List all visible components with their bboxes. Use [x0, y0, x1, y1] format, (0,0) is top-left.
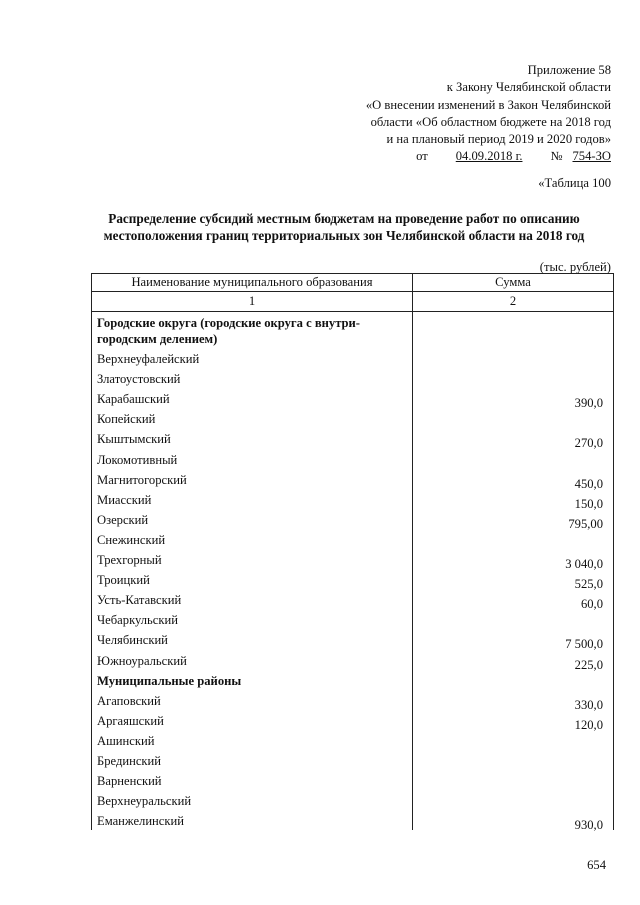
- municipality-name: Копейский: [97, 412, 156, 427]
- appendix-header: [291, 62, 611, 166]
- municipality-name: Аргаяшский: [97, 713, 164, 728]
- number-prefix: №: [550, 149, 563, 164]
- subsidy-amount: 525,0: [574, 577, 603, 592]
- municipality-name: Троицкий: [97, 573, 150, 588]
- municipality-name: Кыштымский: [97, 432, 171, 447]
- municipality-name: Локомотивный: [97, 452, 178, 467]
- municipality-name: Озерский: [97, 512, 149, 527]
- subsidy-amount: 795,00: [568, 516, 603, 531]
- municipality-name: Магнитогорский: [97, 472, 187, 487]
- appendix-line: области «Об областном бюджете на 2018 год: [370, 114, 611, 129]
- column-header-sum: Сумма: [495, 275, 531, 289]
- section-heading: Городские округа (городские округа с внутри-городским делением): [97, 316, 360, 346]
- appendix-line: «О внесении изменений в Закон Челябинской: [365, 97, 611, 112]
- document-title: [74, 210, 614, 244]
- law-number: 754-ЗО: [572, 149, 611, 164]
- municipality-name: Ашинский: [97, 733, 155, 748]
- municipality-name: Усть-Катавский: [97, 593, 182, 608]
- table-reference: «Таблица 100: [538, 176, 611, 190]
- section-heading: Муниципальные районы: [97, 673, 242, 688]
- subsidy-amount: 930,0: [574, 818, 603, 833]
- column-number-2: 2: [509, 294, 517, 308]
- subsidy-amount: 150,0: [574, 496, 603, 511]
- title-line: Распределение субсидий местным бюджетам на проведение работ по описанию: [108, 211, 580, 226]
- units-label: (тыс. рублей): [539, 260, 611, 274]
- subsidy-amount: 330,0: [574, 697, 603, 712]
- law-date: 04.09.2018 г.: [455, 149, 523, 164]
- column-divider: [412, 274, 413, 830]
- column-number-1: 1: [248, 294, 256, 308]
- municipality-name: Агаповский: [97, 693, 161, 708]
- column-header-name: Наименование муниципального образования: [131, 275, 373, 289]
- municipality-name: Златоустовский: [97, 372, 181, 387]
- appendix-line: к Закону Челябинской области: [446, 80, 611, 95]
- municipality-name: Карабашский: [97, 392, 170, 407]
- municipality-name: Южноуральский: [97, 653, 187, 668]
- subsidy-amount: 60,0: [580, 597, 603, 612]
- municipality-name: Верхнеуральский: [97, 794, 192, 809]
- municipality-name: Миасский: [97, 492, 152, 507]
- page-number: 654: [587, 858, 606, 872]
- subsidy-amount: 270,0: [574, 436, 603, 451]
- title-line: местоположения границ территориальных зон Челябинской области на 2018 год: [103, 228, 585, 243]
- date-number-line: [291, 148, 611, 165]
- subsidy-amount: 450,0: [574, 476, 603, 491]
- subsidy-amount: 3 040,0: [565, 557, 603, 571]
- municipality-name: Верхнеуфалейский: [97, 352, 200, 366]
- table-number-row: [92, 292, 613, 312]
- appendix-line: и на плановый период 2019 и 2020 годов»: [386, 132, 611, 147]
- municipality-name: Чебаркульский: [97, 613, 178, 628]
- municipality-name: Снежинский: [97, 532, 166, 547]
- appendix-line: Приложение 58: [527, 63, 611, 77]
- subsidy-amount: 7 500,0: [565, 637, 603, 652]
- table-header-row: [92, 274, 613, 292]
- municipality-name: Челябинский: [97, 633, 168, 648]
- municipality-name: Брединский: [97, 754, 162, 768]
- subsidy-amount: 225,0: [574, 657, 603, 672]
- subsidy-table: [91, 273, 614, 833]
- municipality-name: Еманжелинский: [97, 814, 184, 829]
- municipality-name: Трехгорный: [97, 553, 162, 567]
- municipality-name: Варненский: [97, 774, 162, 789]
- subsidy-amount: 390,0: [574, 396, 603, 411]
- subsidy-amount: 120,0: [574, 717, 603, 732]
- date-prefix: от: [416, 149, 428, 164]
